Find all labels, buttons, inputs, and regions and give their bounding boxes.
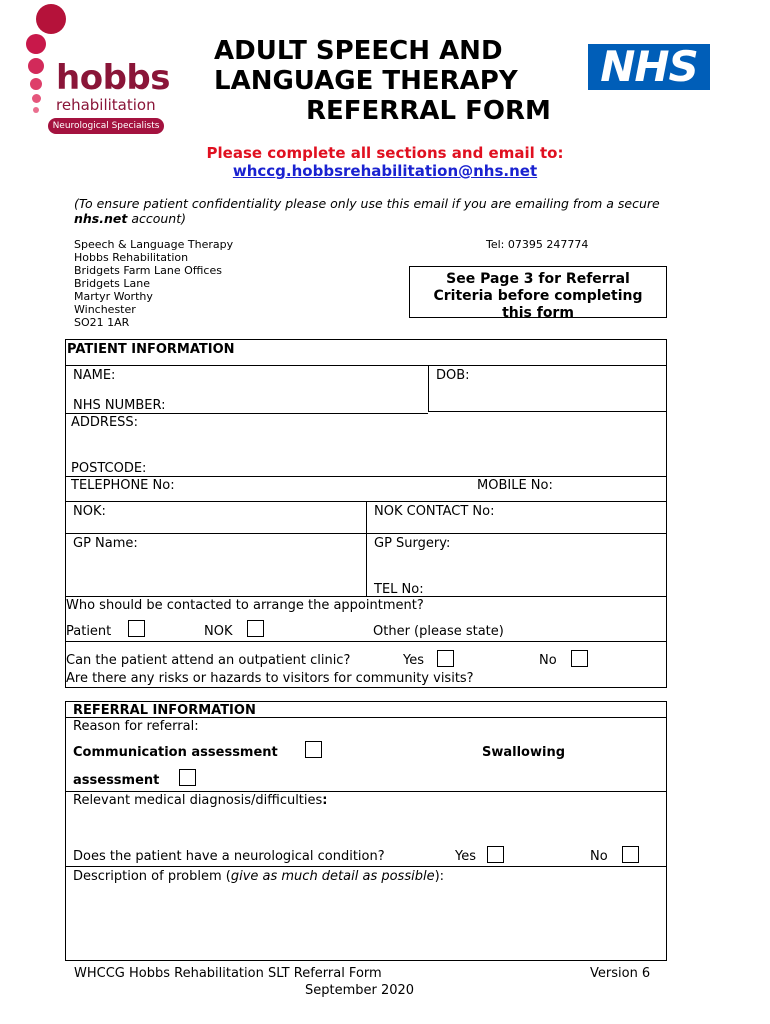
swallowing-assessment-label: assessment [73,773,160,788]
reason-label: Reason for referral: [73,719,199,734]
outpatient-no-label: No [539,653,557,668]
outpatient-yes-checkbox[interactable] [437,650,454,667]
title-line-3: REFERRAL FORM [306,96,551,126]
outpatient-question: Can the patient attend an outpatient clinic? [66,653,351,668]
confidentiality-note: (To ensure patient confidentiality please only use this email if you are emailing from a secure nhs.net account) [74,196,660,226]
referral-criteria-box: See Page 3 for Referral Criteria before completing this form [409,266,667,318]
patient-info-heading: PATIENT INFORMATION [67,342,235,357]
contact-question: Who should be contacted to arrange the appointment? [66,598,424,613]
service-telephone: Tel: 07395 247774 [486,238,589,251]
neurological-no-checkbox[interactable] [622,846,639,863]
patient-checkbox[interactable] [128,620,145,637]
referral-info-heading: REFERRAL INFORMATION [73,703,256,718]
option-other-label[interactable]: Other (please state) [373,624,504,639]
page-title [214,36,574,126]
outpatient-no-checkbox[interactable] [571,650,588,667]
neurological-yes-checkbox[interactable] [487,846,504,863]
neurological-yes-label: Yes [455,849,476,864]
title-line-1: ADULT SPEECH AND [214,36,503,66]
neurological-question: Does the patient have a neurological condition? [73,849,385,864]
name-field[interactable]: NAME: [73,368,116,383]
nok-contact-field[interactable]: NOK CONTACT No: [374,504,495,519]
risks-question: Are there any risks or hazards to visitors for community visits? [66,671,474,686]
mobile-field[interactable]: MOBILE No: [477,478,553,493]
dob-field[interactable]: DOB: [436,368,470,383]
email-instruction: Please complete all sections and email to: [206,144,564,162]
nok-field[interactable]: NOK: [73,504,106,519]
footer-date: September 2020 [305,983,415,998]
postcode-field[interactable]: POSTCODE: [71,461,147,476]
option-patient-label: Patient [66,624,112,639]
nhs-number-field[interactable]: NHS NUMBER: [73,398,166,413]
gp-name-field[interactable]: GP Name: [73,536,138,551]
gp-tel-field[interactable]: TEL No: [374,582,424,597]
hobbs-logo [20,4,170,134]
footer-form-name: WHCCG Hobbs Rehabilitation SLT Referral Form [74,966,382,981]
service-address: Speech & Language Therapy Hobbs Rehabilitation Bridgets Farm Lane Offices Bridgets Lane Martyr Worthy Winchester SO21 1AR [74,238,234,329]
title-line-2: LANGUAGE THERAPY [214,66,518,96]
diagnosis-field[interactable]: Relevant medical diagnosis/difficulties: [73,793,328,808]
nhs-logo: NHS [588,44,710,90]
communication-assessment-checkbox[interactable] [305,741,322,758]
logo-tagline: Neurological Specialists [48,118,164,134]
neurological-no-label: No [590,849,608,864]
footer-version: Version 6 [590,966,651,981]
gp-surgery-field[interactable]: GP Surgery: [374,536,451,551]
telephone-field[interactable]: TELEPHONE No: [71,478,175,493]
nok-checkbox[interactable] [247,620,264,637]
referral-email-link[interactable]: whccg.hobbsrehabilitation@nhs.net [232,162,538,180]
logo-subtitle: rehabilitation [56,96,156,114]
swallowing-assessment-checkbox[interactable] [179,769,196,786]
outpatient-yes-label: Yes [403,653,424,668]
communication-assessment-label: Communication assessment [73,745,278,760]
problem-description-field[interactable]: Description of problem (give as much detail as possible): [73,869,445,884]
address-field[interactable]: ADDRESS: [71,415,139,430]
option-nok-label: NOK [204,624,233,639]
swallowing-label: Swallowing [482,745,566,760]
logo-wordmark: hobbs [56,58,170,98]
